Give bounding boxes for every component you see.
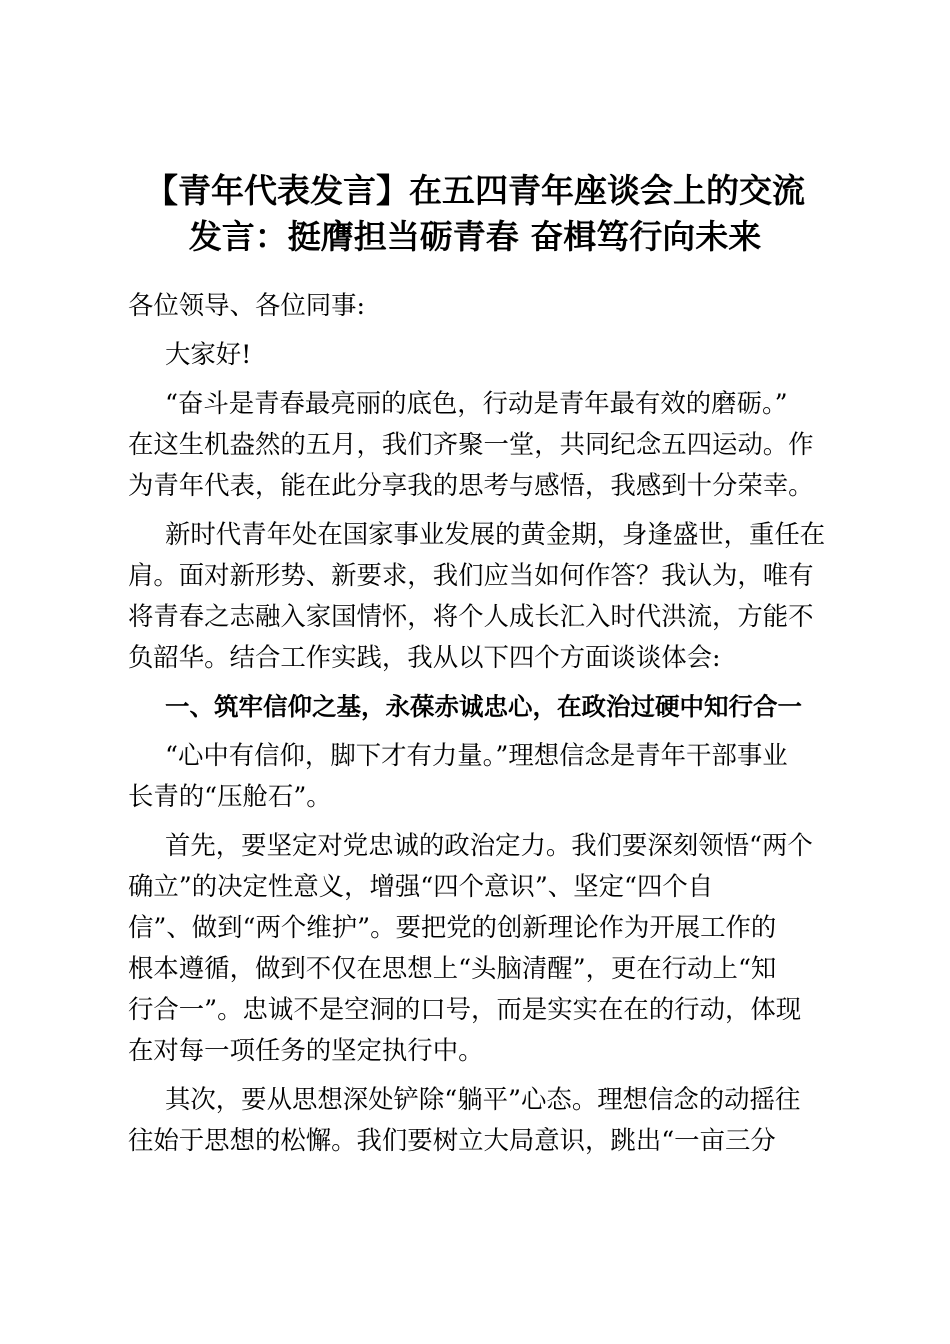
paragraph-line: “奋斗是青春最亮丽的底色，行动是青年最有效的磨砺。” [165, 388, 788, 418]
salutation: 各位领导、各位同事: [128, 290, 366, 320]
paragraph-line: 其次，要从思想深处铲除“躺平”心态。理想信念的动摇往 [165, 1084, 801, 1114]
paragraph-line: 行合一”。忠诚不是空洞的口号，而是实实在在的行动，体现 [128, 994, 802, 1024]
paragraph-line: 长青的“压舱石”。 [128, 781, 332, 811]
title-line-2: 发言：挺膺担当砺青春 奋楫笃行向未来 [188, 217, 762, 256]
greeting: 大家好! [165, 339, 252, 369]
section-heading: 一、筑牢信仰之基，永葆赤诚忠心，在政治过硬中知行合一 [165, 692, 802, 721]
title-line-1: 【青年代表发言】在五四青年座谈会上的交流 [145, 171, 805, 210]
paragraph-line: “心中有信仰，脚下才有力量。”理想信念是青年干部事业 [165, 740, 788, 770]
paragraph-line: 确立”的决定性意义，增强“四个意识”、坚定“四个自 [128, 871, 714, 901]
paragraph-line: 负韶华。结合工作实践，我从以下四个方面谈谈体会: [128, 642, 721, 672]
document-title [120, 168, 830, 260]
paragraph-line: 在对每一项任务的坚定执行中。 [128, 1035, 484, 1065]
paragraph-line: 在这生机盎然的五月，我们齐聚一堂，共同纪念五四运动。作 [128, 429, 814, 459]
paragraph-line: 往始于思想的松懈。我们要树立大局意识，跳出“一亩三分 [128, 1125, 776, 1155]
paragraph-line: 根本遵循，做到不仅在思想上“头脑清醒”，更在行动上“知 [128, 953, 777, 983]
paragraph-line: 首先，要坚定对党忠诚的政治定力。我们要深刻领悟“两个 [165, 830, 813, 860]
paragraph-line: 肩。面对新形势、新要求，我们应当如何作答？我认为，唯有 [128, 560, 814, 590]
paragraph-line: 将青春之志融入家国情怀，将个人成长汇入时代洪流，方能不 [128, 601, 814, 631]
paragraph-line: 新时代青年处在国家事业发展的黄金期，身逢盛世，重任在 [165, 519, 826, 549]
paragraph-line: 为青年代表，能在此分享我的思考与感悟，我感到十分荣幸。 [128, 470, 814, 500]
paragraph-line: 信”、做到“两个维护”。要把党的创新理论作为开展工作的 [128, 912, 777, 942]
document-body [128, 285, 828, 1161]
